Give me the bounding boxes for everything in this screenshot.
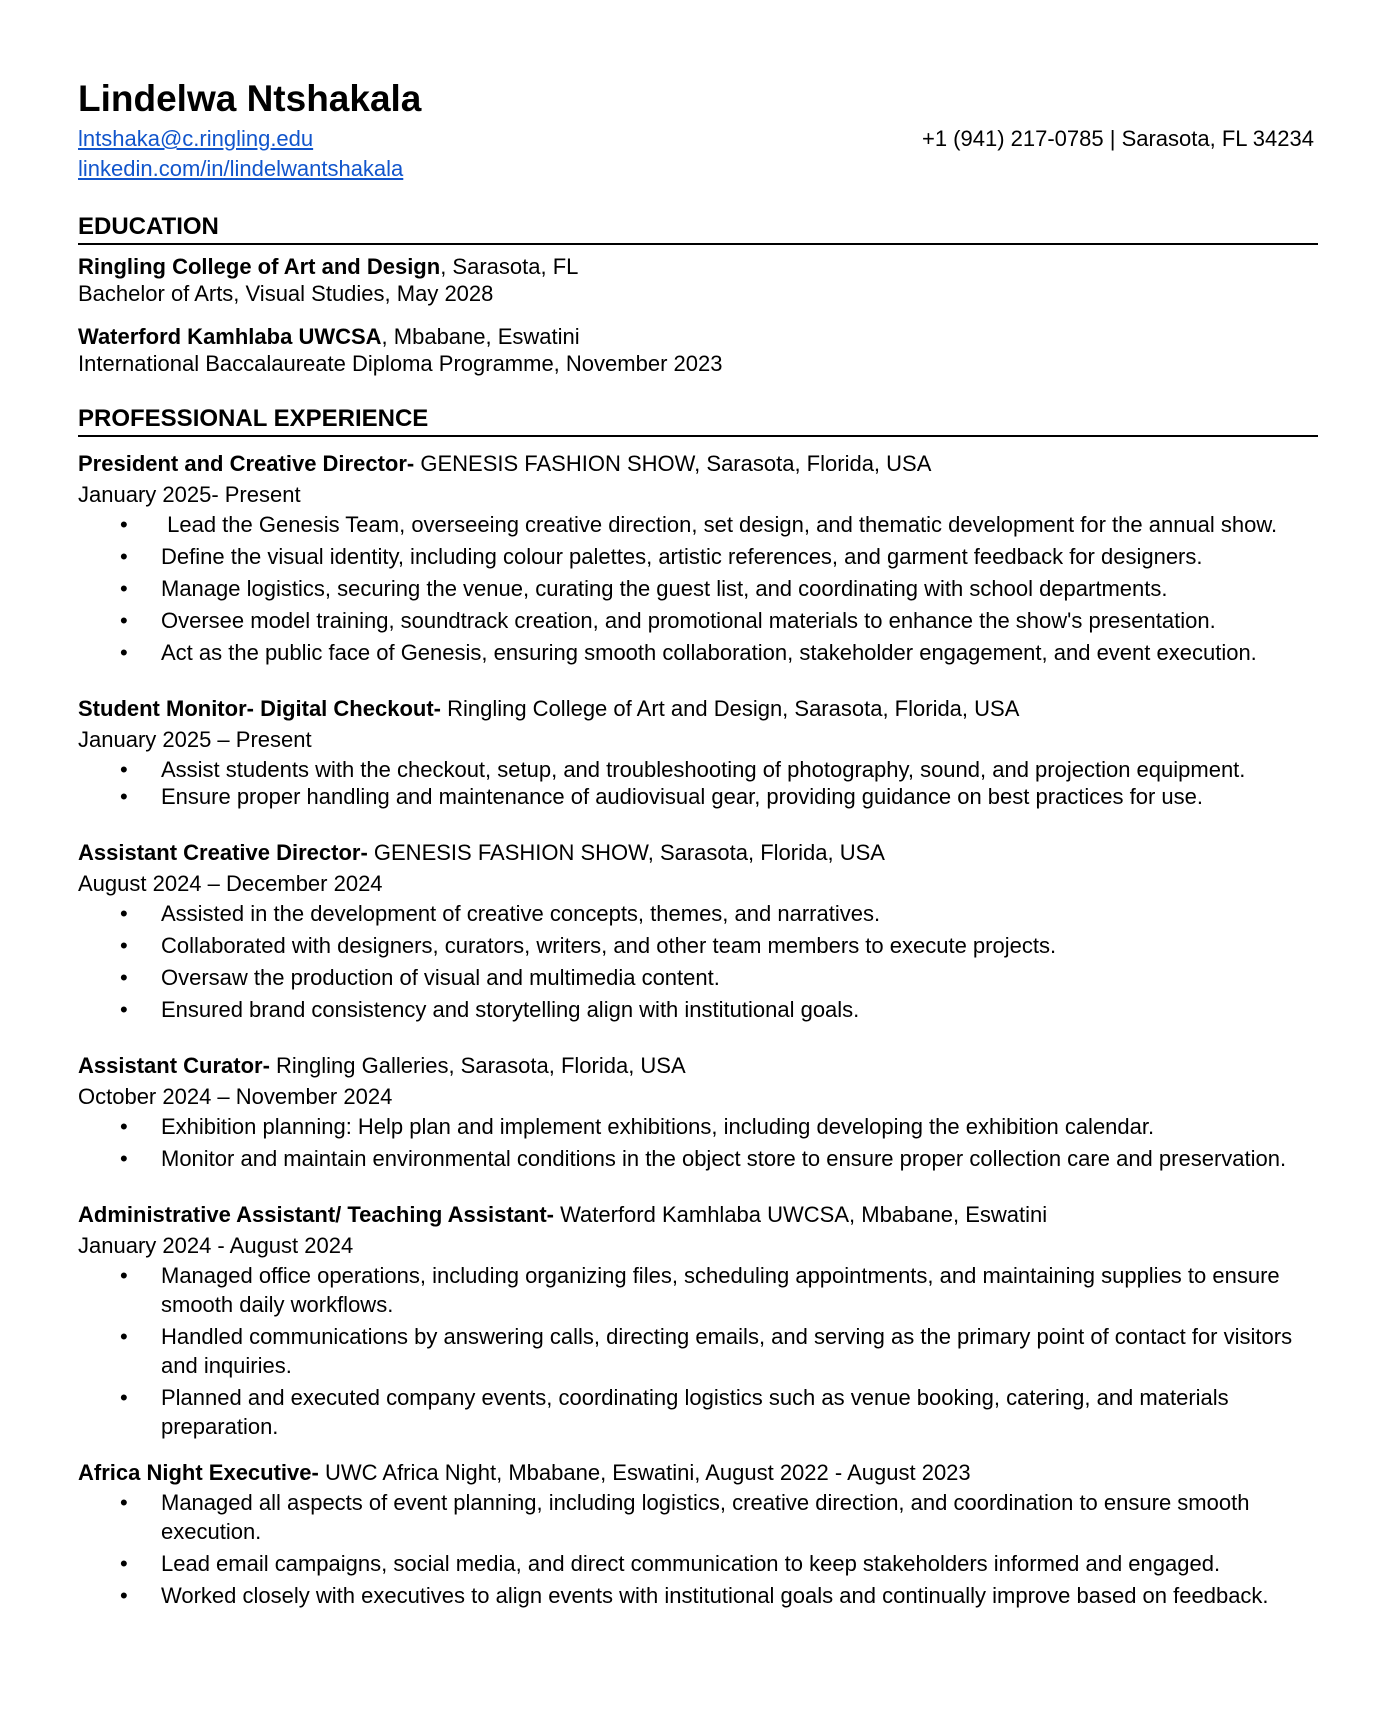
- job-entry: [78, 1457, 1318, 1610]
- job-entry: [78, 1199, 1318, 1441]
- bullet-text: Managed office operations, including organizing files, scheduling appointments, and maintaining supplies to ensure smooth daily workflows.: [161, 1263, 1280, 1317]
- bullet-item: [78, 755, 1318, 784]
- job-dates: October 2024 – November 2024: [78, 1084, 393, 1109]
- bullet-icon: •: [120, 933, 128, 958]
- job-organization: GENESIS FASHION SHOW, Sarasota, Florida, USA: [367, 840, 885, 865]
- linkedin-link[interactable]: linkedin.com/in/lindelwantshakala: [78, 156, 404, 181]
- job-role: Administrative Assistant/ Teaching Assistant-: [78, 1202, 554, 1227]
- job-role: Student Monitor- Digital Checkout-: [78, 696, 441, 721]
- bullet-icon: •: [120, 1583, 128, 1608]
- job-organization: Waterford Kamhlaba UWCSA, Mbabane, Eswatini: [553, 1202, 1048, 1227]
- bullet-icon: •: [120, 784, 128, 809]
- bullet-text: Handled communications by answering calls, directing emails, and serving as the primary point of contact for visitors and inquiries.: [161, 1324, 1293, 1378]
- bullet-text: Manage logistics, securing the venue, curating the guest list, and coordinating with school departments.: [161, 576, 1168, 601]
- bullet-item: [78, 1261, 1318, 1319]
- job-role: Assistant Curator-: [78, 1053, 270, 1078]
- job-role: President and Creative Director-: [78, 451, 415, 476]
- bullet-icon: •: [120, 757, 128, 782]
- bullet-item: [78, 1549, 1318, 1578]
- job-dates: January 2024 - August 2024: [78, 1233, 354, 1258]
- bullet-item: [78, 963, 1318, 992]
- bullet-icon: •: [120, 640, 128, 665]
- job-bullets: [78, 899, 1318, 1024]
- bullet-item: [78, 995, 1318, 1024]
- bullet-icon: •: [120, 1146, 128, 1171]
- bullet-item: [78, 1144, 1318, 1173]
- job-dates: January 2025 – Present: [78, 727, 312, 752]
- bullet-text: Worked closely with executives to align events with institutional goals and continually improve based on feedback.: [161, 1583, 1269, 1608]
- job-bullets: [78, 1488, 1318, 1610]
- bullet-text: Collaborated with designers, curators, writers, and other team members to execute projects.: [161, 933, 1057, 958]
- bullet-text: Define the visual identity, including colour palettes, artistic references, and garment feedback for designers.: [161, 544, 1203, 569]
- phone-location: +1 (941) 217-0785 | Sarasota, FL 34234: [921, 126, 1314, 151]
- bullet-text: Assisted in the development of creative concepts, themes, and narratives.: [161, 901, 881, 926]
- bullet-item: [78, 899, 1318, 928]
- bullet-item: [78, 1488, 1318, 1546]
- bullet-text: Oversaw the production of visual and multimedia content.: [161, 965, 720, 990]
- job-bullets: [78, 1112, 1318, 1173]
- bullet-icon: •: [120, 608, 128, 633]
- bullet-text: Managed all aspects of event planning, including logistics, creative direction, and coordination to ensure smooth execution.: [161, 1490, 1250, 1544]
- job-entry: [78, 693, 1318, 811]
- bullet-item: [78, 1322, 1318, 1380]
- bullet-text: Oversee model training, soundtrack creation, and promotional materials to enhance the show's presentation.: [161, 608, 1216, 633]
- job-entry: [78, 1050, 1318, 1173]
- bullet-item: [78, 574, 1318, 603]
- job-organization: Ringling College of Art and Design, Sarasota, Florida, USA: [440, 696, 1020, 721]
- job-dates: January 2025- Present: [78, 482, 301, 507]
- bullet-icon: •: [120, 1490, 128, 1515]
- job-organization: Ringling Galleries, Sarasota, Florida, USA: [269, 1053, 686, 1078]
- school-name: Ringling College of Art and Design: [78, 254, 441, 279]
- education-entry: [78, 253, 1318, 307]
- job-entry: [78, 448, 1318, 667]
- contact-row: [78, 124, 1314, 154]
- bullet-item: [78, 931, 1318, 960]
- bullet-item: [78, 782, 1318, 811]
- bullet-text: Monitor and maintain environmental conditions in the object store to ensure proper collection care and preservation.: [161, 1146, 1287, 1171]
- bullet-text: Exhibition planning: Help plan and implement exhibitions, including developing the exhibition calendar.: [161, 1114, 1155, 1139]
- job-entry: [78, 837, 1318, 1024]
- bullet-item: [78, 510, 1318, 539]
- job-role: Africa Night Executive-: [78, 1460, 319, 1485]
- email-link[interactable]: lntshaka@c.ringling.edu: [78, 126, 314, 151]
- bullet-text: Planned and executed company events, coordinating logistics such as venue booking, catering, and materials preparation.: [161, 1385, 1229, 1439]
- bullet-item: [78, 606, 1318, 635]
- bullet-text: Assist students with the checkout, setup, and troubleshooting of photography, sound, and projection equipment.: [161, 757, 1246, 782]
- job-bullets: [78, 755, 1318, 811]
- bullet-item: [78, 1581, 1318, 1610]
- education-entry: [78, 323, 1318, 377]
- bullet-icon: •: [120, 965, 128, 990]
- bullet-item: [78, 638, 1318, 667]
- school-location: , Sarasota, FL: [440, 254, 579, 279]
- job-organization: UWC Africa Night, Mbabane, Eswatini, August 2022 - August 2023: [318, 1460, 971, 1485]
- bullet-text: Lead email campaigns, social media, and direct communication to keep stakeholders informed and engaged.: [161, 1551, 1221, 1576]
- candidate-name: Lindelwa Ntshakala: [78, 78, 422, 119]
- bullet-icon: •: [120, 1324, 128, 1349]
- resume-page: [78, 74, 1318, 1613]
- bullet-item: [78, 1112, 1318, 1141]
- bullet-item: [78, 542, 1318, 571]
- school-name: Waterford Kamhlaba UWCSA: [78, 324, 382, 349]
- bullet-icon: •: [120, 1385, 128, 1410]
- bullet-icon: •: [120, 1551, 128, 1576]
- job-dates: August 2024 – December 2024: [78, 871, 383, 896]
- job-role: Assistant Creative Director-: [78, 840, 368, 865]
- bullet-text: Act as the public face of Genesis, ensuring smooth collaboration, stakeholder engagement, and event execution.: [161, 640, 1257, 665]
- job-bullets: [78, 1261, 1318, 1441]
- education-heading: EDUCATION: [78, 212, 1318, 245]
- bullet-item: [78, 1383, 1318, 1441]
- bullet-icon: •: [120, 1114, 128, 1139]
- bullet-text: Lead the Genesis Team, overseeing creative direction, set design, and thematic development for the annual show.: [161, 512, 1278, 537]
- bullet-icon: •: [120, 901, 128, 926]
- job-organization: GENESIS FASHION SHOW, Sarasota, Florida, USA: [414, 451, 932, 476]
- bullet-icon: •: [120, 997, 128, 1022]
- experience-heading: PROFESSIONAL EXPERIENCE: [78, 404, 1318, 437]
- bullet-icon: •: [120, 544, 128, 569]
- bullet-icon: •: [120, 512, 128, 537]
- job-bullets: [78, 510, 1318, 667]
- bullet-text: Ensure proper handling and maintenance of audiovisual gear, providing guidance on best practices for use.: [161, 784, 1204, 809]
- bullet-icon: •: [120, 576, 128, 601]
- bullet-text: Ensured brand consistency and storytelling align with institutional goals.: [161, 997, 860, 1022]
- bullet-icon: •: [120, 1263, 128, 1288]
- degree: International Baccalaureate Diploma Programme, November 2023: [78, 351, 723, 376]
- degree: Bachelor of Arts, Visual Studies, May 2028: [78, 281, 494, 306]
- linkedin-row: [78, 154, 1318, 184]
- school-location: , Mbabane, Eswatini: [381, 324, 580, 349]
